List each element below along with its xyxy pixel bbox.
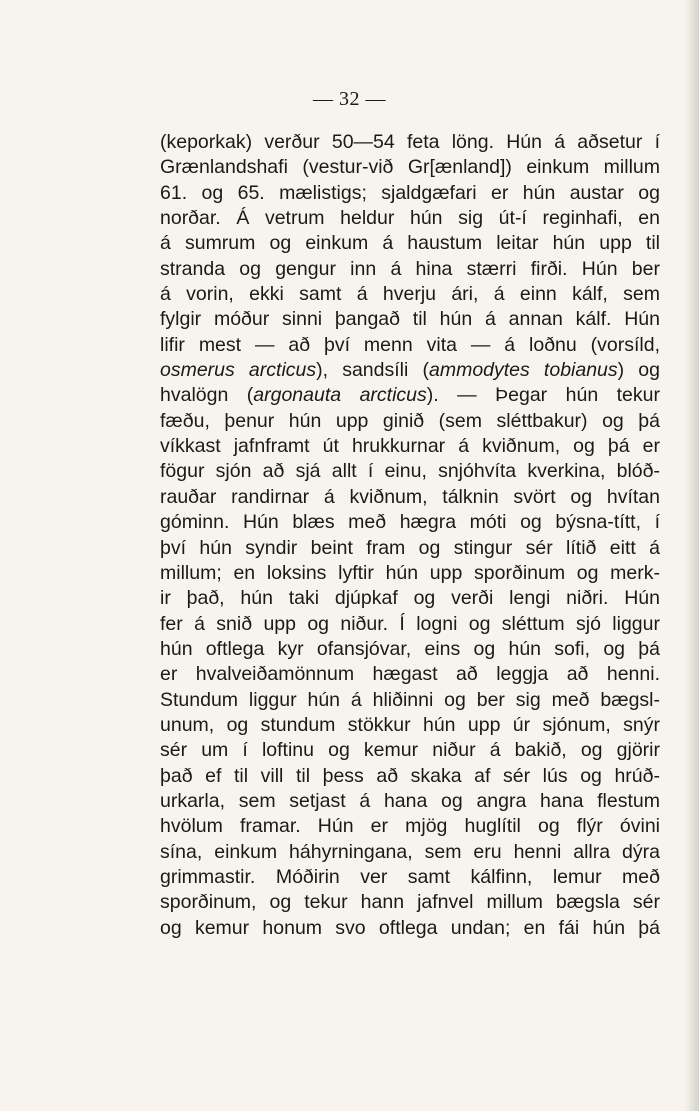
text-line: hvalögn (argonauta arcticus). — Þegar hún tekur (160, 384, 660, 407)
text-line: sporðinum, og tekur hann jafnvel millum bægsla sér (160, 891, 660, 914)
text-line: á vorin, ekki samt á hverju ári, á einn kálf, sem (160, 283, 660, 306)
text-line: lifir mest — að því menn vita — á loðnu (vorsíld, (160, 333, 660, 356)
text-line: á sumrum og einkum á haustum leitar hún upp til (160, 232, 660, 255)
text-line: og kemur honum svo oftlega undan; en fái hún þá (160, 916, 660, 939)
text-line: hvölum framar. Hún er mjög huglítil og flýr óvini (160, 815, 660, 838)
text-line: urkarla, sem setjast á hana og angra hana flestum (160, 789, 660, 812)
text-line: Stundum liggur hún á hliðinni og ber sig með bægsl- (160, 688, 660, 711)
text-line: Grænlandshafi (vestur-við Gr[ænland]) einkum millum (160, 156, 660, 179)
latin-species-name: ammodytes tobianus (428, 359, 618, 382)
text-line: það ef til vill til þess að skaka af sér lús og hrúð- (160, 764, 660, 787)
text-line: unum, og stundum stökkur hún upp úr sjónum, snýr (160, 713, 660, 736)
text-line: sér um í loftinu og kemur niður á bakið, og gjörir (160, 739, 660, 762)
latin-species-name: argonauta arcticus (253, 384, 427, 407)
latin-species-name: osmerus arcticus (160, 359, 317, 382)
text-line: fæðu, þenur hún upp ginið (sem sléttbakur) og þá (160, 409, 660, 432)
text-line: ir það, hún taki djúpkaf og verði lengi niðri. Hún (160, 587, 660, 610)
text-line: því hún syndir beint fram og stingur sér lítið eitt á (160, 536, 660, 559)
text-line: sína, einkum háhyrningana, sem eru henni allra dýra (160, 840, 660, 863)
page-edge-shadow (685, 0, 699, 1111)
text-line: er hvalveiðamönnum hægast að leggja að henni. (160, 663, 660, 686)
text-line: norðar. Á vetrum heldur hún sig út-í reginhafi, en (160, 207, 660, 230)
text-line: millum; en loksins lyftir hún upp sporðinum og merk- (160, 561, 660, 584)
text-line: osmerus arcticus), sandsíli (ammodytes tobianus) og (160, 359, 661, 382)
text-line: fylgir móður sinni þangað til hún á annan kálf. Hún (160, 308, 660, 331)
text-line: 61. og 65. mælistigs; sjaldgæfari er hún austar og (160, 181, 660, 204)
page-number: — 32 — (313, 88, 386, 110)
text-line: hún oftlega kyr ofansjóvar, eins og hún sofi, og þá (160, 637, 660, 660)
text-line: fögur sjón að sjá allt í einu, snjóhvíta kverkina, blóð- (160, 460, 660, 483)
text-line: rauðar randirnar á kviðnum, tálknin svört og hvítan (160, 485, 660, 508)
text-line: góminn. Hún blæs með hægra móti og býsna-títt, í (160, 511, 660, 534)
body-text (160, 130, 660, 941)
text-line: víkkast jafnframt út hrukkurnar á kviðnum, og þá er (160, 435, 660, 458)
text-line: grimmastir. Móðirin ver samt kálfinn, lemur með (160, 865, 660, 888)
text-line: stranda og gengur inn á hina stærri firði. Hún ber (160, 257, 660, 280)
text-line: fer á snið upp og niður. Í logni og sléttum sjó liggur (160, 612, 660, 635)
text-line: (keporkak) verður 50—54 feta löng. Hún á aðsetur í (160, 131, 660, 153)
